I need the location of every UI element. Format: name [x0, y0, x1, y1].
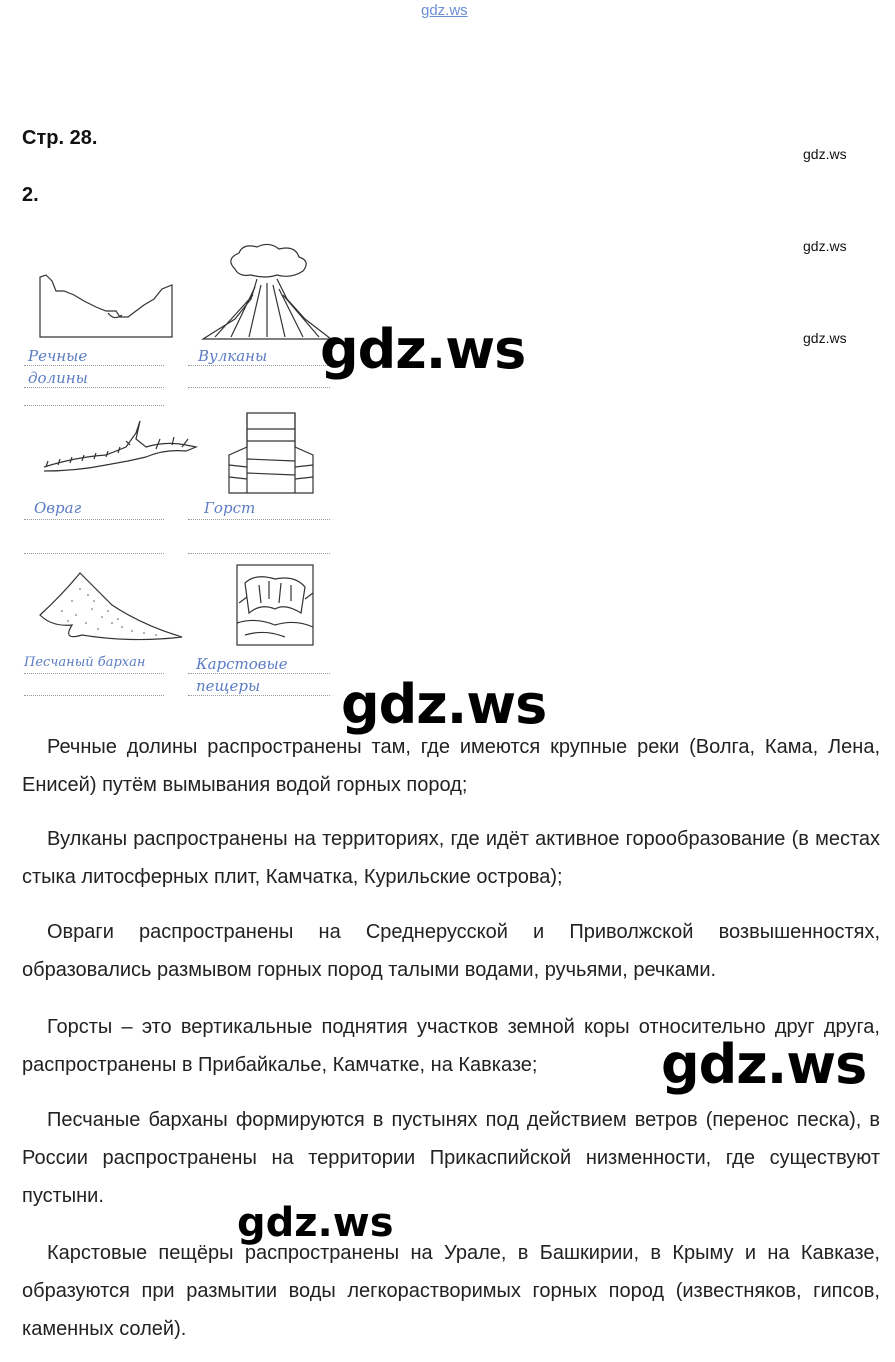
- paragraph-river-valleys: Речные долины распространены там, где имеются крупные реки (Волга, Кама, Лена, Енисей) путём вымывания водой горных пород;: [22, 736, 880, 796]
- karst-cave-sketch: [235, 563, 317, 647]
- paragraph-volcanoes: Вулканы распространены на территориях, где идёт активное горообразование (в местах стыка литосферных плит, Камчатка, Курильские острова);: [22, 828, 880, 888]
- sketch-caption: Овраг: [34, 499, 82, 517]
- watermark-large: gdz.ws: [341, 673, 547, 736]
- dotted-line: [24, 673, 164, 674]
- volcano-sketch: [195, 239, 335, 343]
- dotted-line: [188, 519, 330, 520]
- paragraph-karst-caves: Карстовые пещёры распространены на Урале, в Башкирии, в Крыму и на Кавказе, образуются при размытии воды легкорастворимых горных пород (известняков, гипсов, каменных солей).: [22, 1242, 880, 1340]
- watermark-small: gdz.ws: [803, 330, 847, 346]
- sketch-caption: Речные: [28, 347, 88, 365]
- river-valley-sketch: [36, 271, 176, 343]
- watermark-large: gdz.ws: [237, 1200, 394, 1246]
- watermark-link[interactable]: gdz.ws: [421, 2, 468, 19]
- dotted-line: [24, 695, 164, 696]
- ravine-sketch: [36, 417, 206, 497]
- paragraph-ravines: Овраги распространены на Среднерусской и Приволжской возвышенностях, образовались размывом горных пород талыми водами, ручьями, речками.: [22, 921, 880, 981]
- sketch-caption: Песчаный бархан: [24, 655, 146, 670]
- dotted-line: [24, 365, 164, 366]
- sketch-caption: пещеры: [196, 677, 261, 695]
- dotted-line: [24, 553, 164, 554]
- task-number: 2.: [22, 184, 39, 206]
- dotted-line: [188, 695, 330, 696]
- sand-dune-sketch: [32, 565, 192, 649]
- dotted-line: [24, 405, 164, 406]
- sketch-caption: Карстовые: [196, 655, 288, 673]
- watermark-large: gdz.ws: [661, 1033, 867, 1096]
- paragraph-sand-dunes: Песчаные барханы формируются в пустынях под действием ветров (перенос песка), в России распространены на территории Прикаспийской низменности, где существуют пустыни.: [22, 1109, 880, 1207]
- dotted-line: [24, 519, 164, 520]
- dotted-line: [188, 387, 330, 388]
- sketch-caption: Вулканы: [198, 347, 268, 365]
- page-reference: Стр. 28.: [22, 127, 98, 149]
- sketch-caption: Горст: [204, 499, 256, 517]
- dotted-line: [188, 673, 330, 674]
- dotted-line: [24, 387, 164, 388]
- dotted-line: [188, 553, 330, 554]
- watermark-small: gdz.ws: [803, 238, 847, 254]
- watermark-small: gdz.ws: [803, 146, 847, 162]
- horst-sketch: [225, 407, 320, 497]
- watermark-large: gdz.ws: [320, 318, 526, 381]
- sketch-caption: долины: [28, 369, 88, 387]
- sketch-grid: [20, 235, 340, 705]
- dotted-line: [188, 365, 330, 366]
- paragraph-horsts: Горсты – это вертикальные поднятия участков земной коры относительно друг друга, распространены в Прибайкалье, Камчатке, на Кавказе;: [22, 1016, 880, 1076]
